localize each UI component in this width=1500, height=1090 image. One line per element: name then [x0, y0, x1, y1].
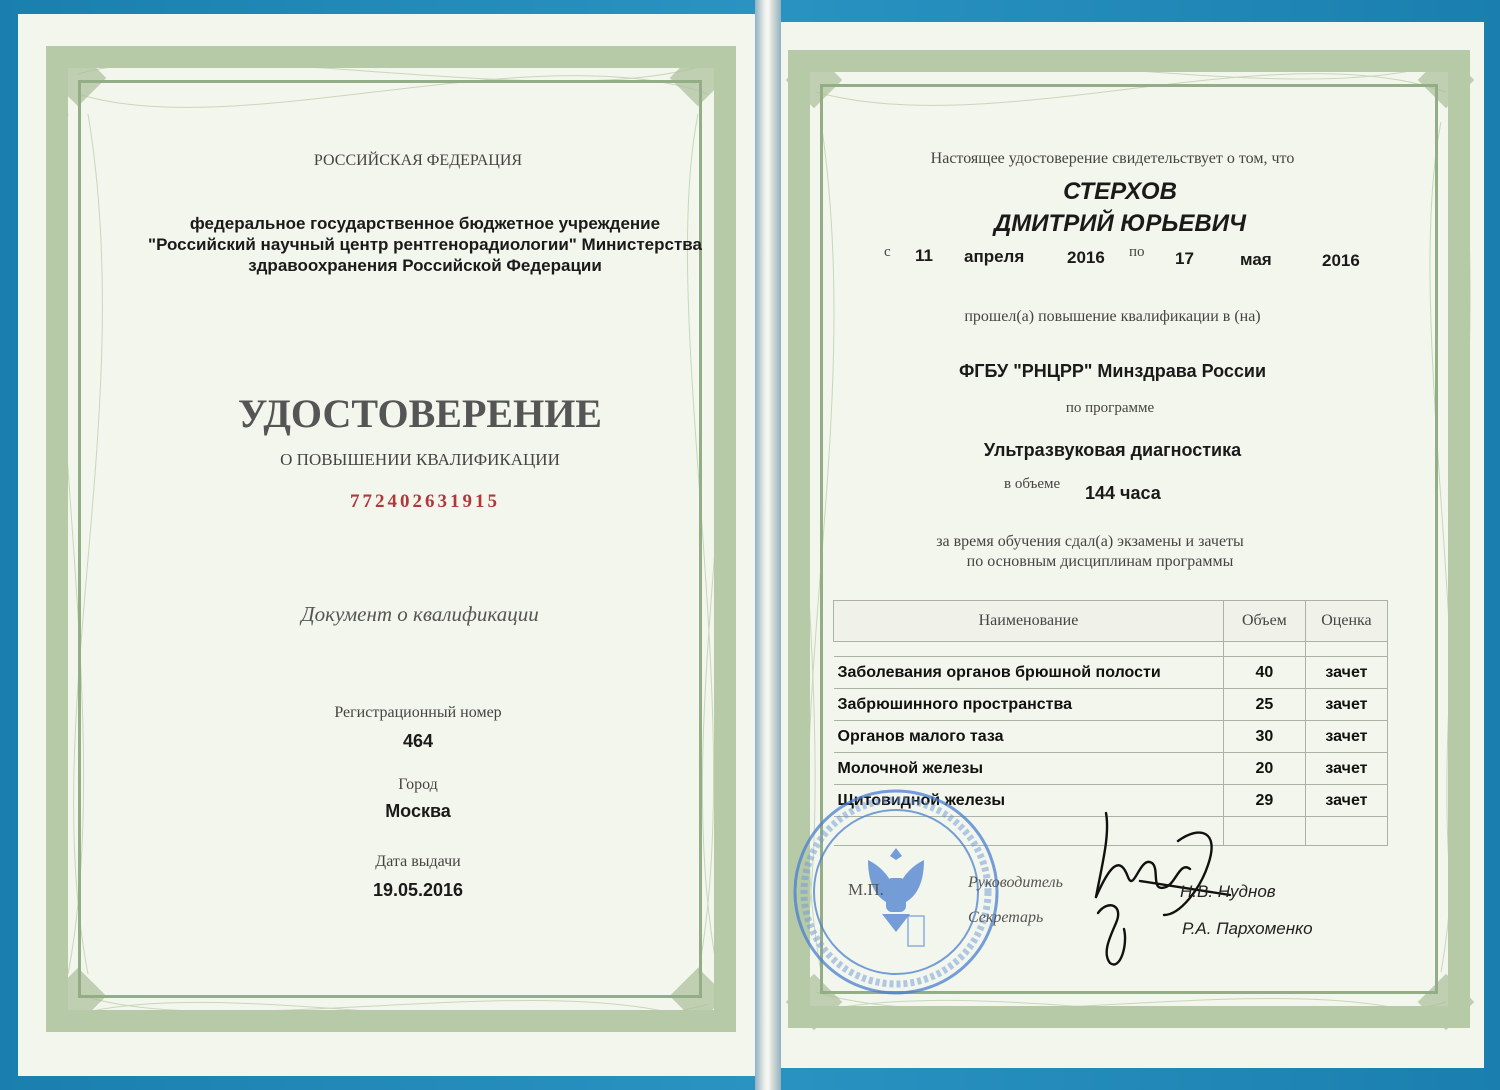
org-line-2: "Российский научный центр рентгенорадиологии" Министерства	[148, 235, 702, 254]
subject-hours: 29	[1223, 785, 1305, 817]
program-label: по программе	[1065, 400, 1155, 416]
passed-text: прошел(а) повышение квалификации в (на)	[964, 308, 1261, 325]
subject-grade: зачет	[1305, 753, 1387, 785]
period-from-day: 11	[915, 246, 933, 265]
country-name: РОССИЙСКАЯ ФЕДЕРАЦИЯ	[313, 152, 523, 169]
period-to-month: мая	[1240, 250, 1272, 269]
table-row	[834, 753, 1388, 785]
seal-place-label: М.П.	[848, 880, 884, 899]
table-row	[834, 721, 1388, 753]
head-label: Руководитель	[968, 874, 1063, 891]
issue-date: 19.05.2016	[372, 880, 464, 900]
subject-hours: 25	[1223, 689, 1305, 721]
institution-name: ФГБУ "РНЦРР" Минздрава России	[958, 361, 1267, 381]
official-stamp	[790, 788, 1002, 996]
table-row	[834, 657, 1388, 689]
document-subtitle: О ПОВЫШЕНИИ КВАЛИФИКАЦИИ	[280, 450, 560, 469]
exams-line-1: за время обучения сдал(а) экзамены и зачеты	[936, 533, 1244, 550]
subject-hours: 40	[1223, 657, 1305, 689]
table-row	[834, 689, 1388, 721]
table-row	[834, 642, 1388, 657]
intro-text: Настоящее удостоверение свидетельствует о том, что	[930, 150, 1295, 167]
holder-name: ДМИТРИЙ ЮРЬЕВИЧ	[993, 210, 1247, 237]
period-from-month: апреля	[964, 247, 1025, 266]
subject-name: Щитовидной железы	[834, 785, 1224, 817]
registration-label: Регистрационный номер	[334, 704, 502, 721]
program-name: Ультразвуковая диагностика	[983, 440, 1242, 460]
subject-hours: 30	[1223, 721, 1305, 753]
subject-hours: 20	[1223, 753, 1305, 785]
spine-ribbon	[755, 0, 781, 1090]
volume-value: 144 часа	[1085, 483, 1161, 503]
org-line-3: здравоохранения Российской Федерации	[248, 256, 602, 275]
subject-name: Органов малого таза	[834, 721, 1224, 753]
left-page	[18, 14, 760, 1076]
subject-grade: зачет	[1305, 721, 1387, 753]
issue-date-label: Дата выдачи	[375, 853, 461, 870]
column-header-name: Наименование	[834, 601, 1224, 642]
registration-number: 464	[402, 731, 434, 751]
subject-grade: зачет	[1305, 689, 1387, 721]
exams-line-2: по основным дисциплинам программы	[966, 553, 1234, 570]
period-from-year: 2016	[1067, 248, 1105, 267]
period-from-label: с	[884, 244, 891, 260]
table-header-row	[834, 601, 1388, 642]
secretary-name: Р.А. Пархоменко	[1182, 919, 1313, 938]
period-to-year: 2016	[1322, 251, 1360, 270]
holder-surname: СТЕРХОВ	[1063, 178, 1177, 205]
column-header-grade: Оценка	[1305, 601, 1387, 642]
secretary-signature-stroke	[1098, 905, 1125, 964]
subject-grade: зачет	[1305, 785, 1387, 817]
document-type: Документ о квалификации	[301, 602, 539, 626]
city-label: Город	[398, 776, 438, 793]
volume-label: в объеме	[1004, 476, 1061, 492]
subject-name: Молочной железы	[834, 753, 1224, 785]
column-header-hours: Объем	[1223, 601, 1305, 642]
head-name: Н.В. Нуднов	[1180, 882, 1276, 901]
secretary-label: Секретарь	[968, 909, 1044, 926]
period-to-day: 17	[1175, 249, 1194, 268]
subject-name: Заболевания органов брюшной полости	[834, 657, 1224, 689]
serial-number: 772402631915	[350, 491, 500, 512]
subject-name: Забрюшинного пространства	[834, 689, 1224, 721]
document-title: УДОСТОВЕРЕНИЕ	[238, 391, 602, 436]
subject-grade: зачет	[1305, 657, 1387, 689]
city-value: Москва	[385, 801, 451, 821]
period-to-label: по	[1129, 244, 1145, 260]
org-line-1: федеральное государственное бюджетное учреждение	[189, 214, 661, 233]
